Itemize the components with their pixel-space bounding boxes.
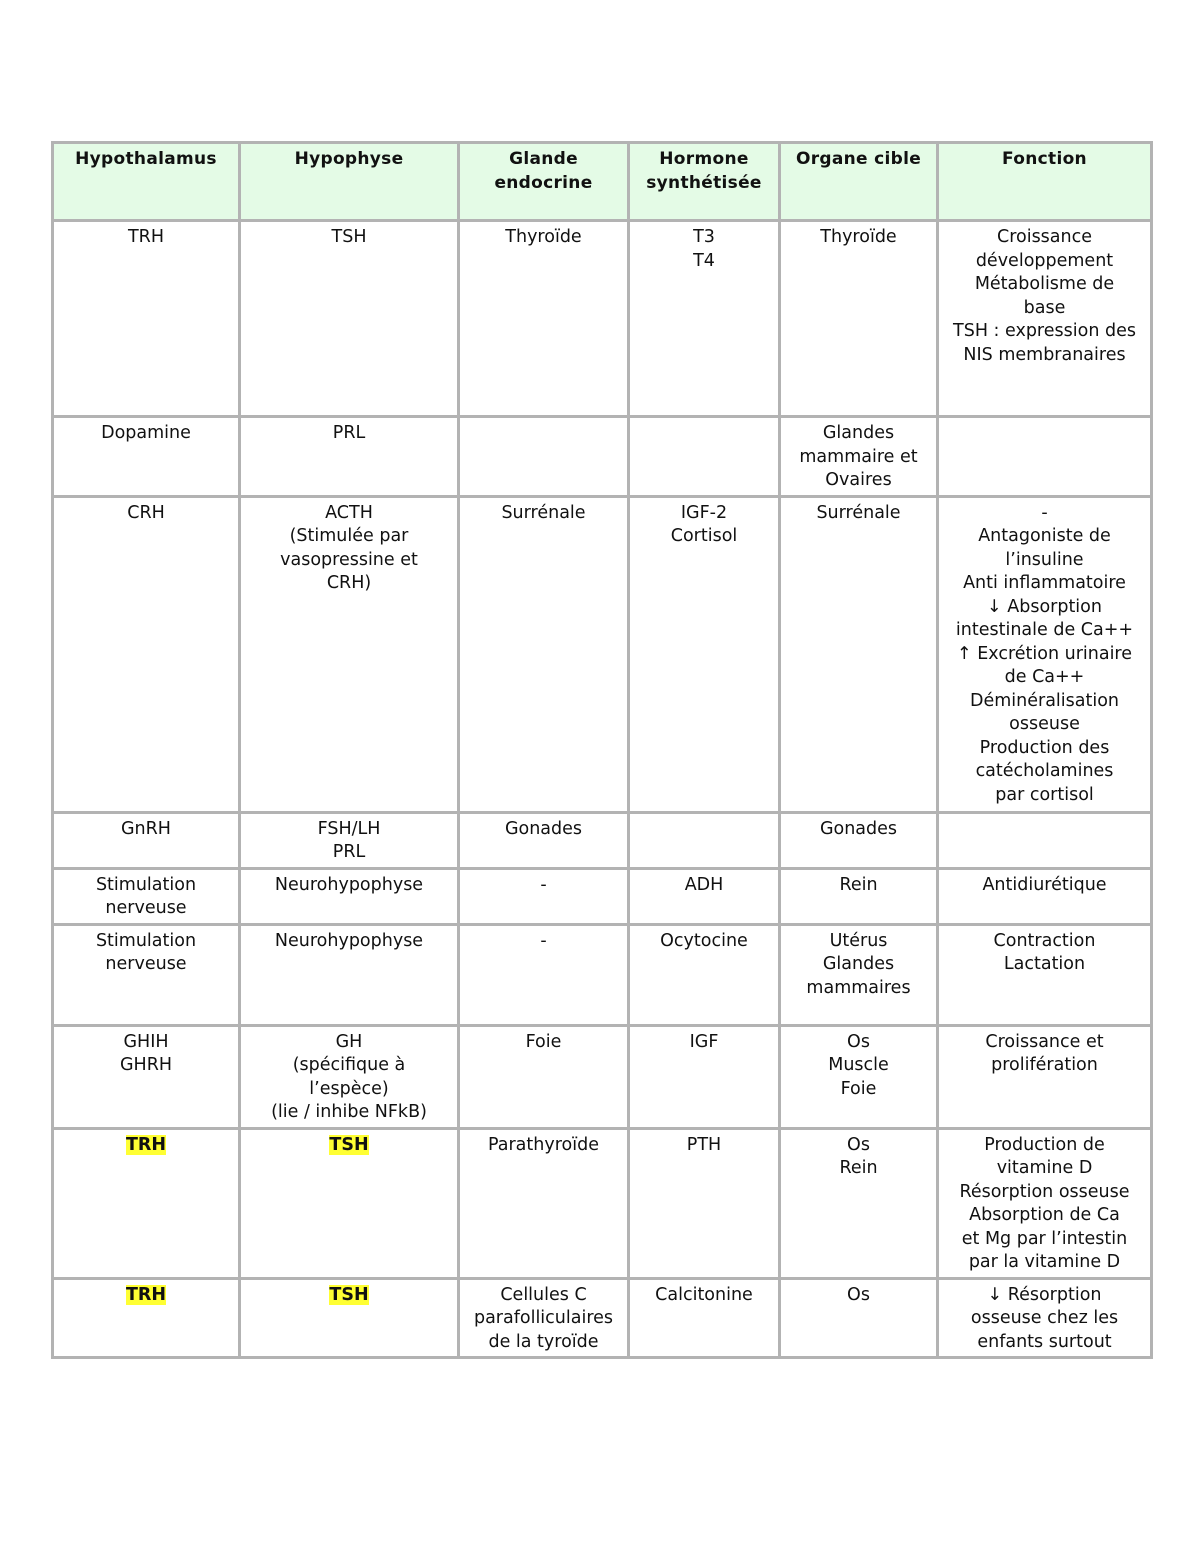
cell-text: NIS membranaires [963,344,1126,365]
cell-line [945,344,1144,368]
cell-text: TSH [331,227,367,247]
cell-line [636,874,772,898]
cell-text: Glandes [822,954,895,974]
cell-hypothalamus [53,1278,240,1358]
cell-line [945,1204,1144,1228]
cell-text: - [540,930,547,951]
cell-line [945,1054,1144,1078]
cell-glande [459,1128,629,1278]
cell-line [247,525,451,549]
cell-text: PRL [332,842,366,862]
cell-line [787,977,930,1001]
cell-text: FSH/LH [317,818,381,839]
cell-line [787,1078,930,1102]
cell-line [466,930,621,954]
cell-text: Foie [840,1078,877,1099]
cell-text: Rein [839,1158,878,1178]
cell-text: ADH [684,874,724,895]
cell-line [945,666,1144,690]
cell-line [787,818,930,842]
cell-line [945,1284,1144,1308]
cell-text: Utérus [829,930,888,951]
cell-line [466,226,621,250]
cell-organe [780,812,938,868]
cell-organe [780,924,938,1025]
cell-hypothalamus [53,868,240,924]
cell-hormone [629,1128,780,1278]
cell-text: ↓ Absorption [987,596,1102,617]
cell-line [945,1307,1144,1331]
cell-line [945,572,1144,596]
cell-fonction [938,221,1152,417]
cell-organe [780,1278,938,1358]
cell-text: Rein [839,874,878,895]
cell-text: Antidiurétique [982,874,1107,895]
cell-text: et Mg par l’intestin [961,1228,1128,1249]
cell-line [945,784,1144,808]
table-row [53,1278,1152,1358]
cell-text: Métabolisme de [974,274,1115,294]
cell-hypothalamus [53,417,240,497]
cell-text: - [540,874,547,895]
cell-text: Gonades [504,818,583,839]
cell-line [60,1284,232,1308]
cell-hormone [629,924,780,1025]
cell-line [247,226,451,250]
cell-text: Ovaires [825,470,892,490]
cell-hypothalamus [53,812,240,868]
cell-glande [459,417,629,497]
cell-line [636,1134,772,1158]
cell-text: de la tyroïde [488,1331,599,1352]
table-row [53,868,1152,924]
cell-text: CRH [127,502,165,523]
cell-hormone [629,812,780,868]
cell-glande [459,1278,629,1358]
cell-text: (lie / inhibe NFkB) [271,1102,427,1122]
cell-fonction [938,1025,1152,1128]
cell-text: Stimulation [95,874,197,895]
cell-text: ACTH [325,502,373,523]
cell-text: Calcitonine [655,1284,753,1305]
cell-text: Stimulation [95,930,197,951]
cell-fonction [938,417,1152,497]
cell-line [945,619,1144,643]
cell-line [60,930,232,954]
cell-text: IGF-2 [680,502,728,523]
cell-line [466,1307,621,1331]
cell-text: Déminéralisation [969,690,1119,711]
cell-line [945,953,1144,977]
cell-text: Résorption osseuse [959,1181,1130,1202]
cell-text: PRL [332,423,366,443]
cell-glande [459,496,629,812]
cell-line [945,525,1144,549]
cell-line [787,953,930,977]
cell-fonction [938,812,1152,868]
cell-line [787,422,930,446]
cell-line [945,1228,1144,1252]
cell-organe [780,868,938,924]
cell-text: nerveuse [105,898,187,918]
cell-text: Production des [979,737,1110,758]
cell-line [945,1157,1144,1181]
cell-text: Surrénale [816,502,901,523]
cell-text: TSH : expression des [953,321,1136,341]
cell-line [787,1054,930,1078]
cell-line [247,549,451,573]
cell-hormone [629,496,780,812]
cell-hypophyse [240,868,459,924]
cell-text: GHRH [119,1055,173,1075]
cell-hypothalamus [53,1128,240,1278]
cell-hormone [629,221,780,417]
cell-text: Foie [525,1031,562,1052]
cell-line [247,874,451,898]
cell-text: développement [975,250,1114,271]
cell-text: Absorption de Ca [969,1205,1120,1225]
cell-fonction [938,1278,1152,1358]
cell-line [247,422,451,446]
cell-line [945,320,1144,344]
cell-line [247,930,451,954]
cell-text: mammaire et [799,446,918,467]
cell-line [247,1078,451,1102]
cell-text: l’espèce) [309,1078,389,1099]
cell-hypophyse [240,924,459,1025]
cell-text: Production de [984,1134,1105,1155]
cell-line [466,1331,621,1355]
cell-text: Neurohypophyse [274,930,424,951]
table-row [53,496,1152,812]
cell-line [636,502,772,526]
cell-text: Lactation [1003,954,1086,974]
cell-line [787,930,930,954]
cell-line [787,1284,930,1308]
header-glande-endocrine: Glande endocrine [459,143,629,221]
cell-text: par cortisol [995,784,1094,805]
cell-text: TRH [125,1284,167,1305]
cell-glande [459,1025,629,1128]
cell-text: l’insuline [1005,549,1084,570]
cell-text: TSH [329,1284,369,1305]
cell-organe [780,417,938,497]
table-row [53,1128,1152,1278]
cell-text: Os [847,1284,870,1305]
cell-text: Croissance et [985,1031,1104,1052]
cell-text: GnRH [121,818,171,839]
cell-hormone [629,1025,780,1128]
cell-hypophyse [240,1278,459,1358]
cell-line [787,1157,930,1181]
cell-line [945,1331,1144,1355]
cell-line [60,1031,232,1055]
cell-line [247,1284,451,1308]
cell-hypophyse [240,1025,459,1128]
cell-hypothalamus [53,1025,240,1128]
cell-hypothalamus [53,924,240,1025]
cell-hypophyse [240,221,459,417]
cell-text: GH [335,1031,363,1052]
cell-text: (spécifique à [292,1055,406,1075]
cell-hypophyse [240,417,459,497]
cell-line [60,226,232,250]
cell-text: osseuse [1009,714,1080,734]
cell-line [945,1181,1144,1205]
cell-text: Gonades [819,818,898,839]
cell-organe [780,496,938,812]
cell-hormone [629,868,780,924]
cell-line [945,226,1144,250]
table-row [53,417,1152,497]
cell-line [60,502,232,526]
cell-text: T3 [693,227,715,247]
cell-fonction [938,868,1152,924]
cell-line [636,1031,772,1055]
cell-text: TRH [125,1134,167,1155]
cell-fonction [938,1128,1152,1278]
cell-hypophyse [240,1128,459,1278]
cell-glande [459,812,629,868]
cell-line [636,930,772,954]
cell-text: ↓ Résorption [987,1284,1102,1305]
cell-organe [780,1025,938,1128]
cell-line [787,469,930,493]
cell-line [247,818,451,842]
cell-glande [459,868,629,924]
header-organe-cible: Organe cible [780,143,938,221]
cell-line [247,1134,451,1158]
cell-line [787,874,930,898]
cell-line [787,226,930,250]
cell-line [945,737,1144,761]
cell-hormone [629,417,780,497]
cell-line [945,690,1144,714]
cell-text: parafolliculaires [473,1308,614,1328]
cell-text: prolifération [991,1055,1098,1075]
table-row [53,221,1152,417]
cell-hypophyse [240,496,459,812]
cell-hypophyse [240,812,459,868]
cell-line [466,874,621,898]
cell-text: Contraction [993,930,1096,951]
cell-line [787,1134,930,1158]
cell-line [636,525,772,549]
cell-line [945,549,1144,573]
cell-line [60,874,232,898]
cell-line [945,874,1144,898]
cell-line [247,841,451,865]
cell-text: Anti inflammatoire [963,573,1126,593]
cell-text: Cellules C [500,1284,587,1305]
cell-text: Ocytocine [660,930,748,951]
cell-text: Parathyroïde [488,1134,599,1155]
cell-text: Neurohypophyse [274,874,424,895]
cell-line [945,930,1144,954]
cell-text: Thyroïde [820,227,897,247]
header-hormone-synthetisee: Hormone synthétisée [629,143,780,221]
cell-hypothalamus [53,221,240,417]
cell-line [945,596,1144,620]
cell-text: IGF [689,1031,719,1052]
cell-line [60,953,232,977]
cell-hormone [629,1278,780,1358]
cell-line [945,1134,1144,1158]
cell-line [787,502,930,526]
cell-text: ↑ Excrétion urinaire [956,643,1133,664]
cell-text: Os [847,1134,870,1155]
cell-organe [780,1128,938,1278]
cell-line [466,1031,621,1055]
cell-text: Glandes [822,423,895,443]
cell-line [60,1134,232,1158]
cell-text: PTH [686,1134,722,1155]
cell-text: Dopamine [101,423,191,443]
cell-line [945,1251,1144,1275]
cell-line [247,1101,451,1125]
cell-line [247,572,451,596]
cell-text: par la vitamine D [968,1252,1121,1272]
cell-glande [459,221,629,417]
header-fonction: Fonction [938,143,1152,221]
cell-glande [459,924,629,1025]
cell-hypothalamus [53,496,240,812]
cell-line [60,1054,232,1078]
cell-line [247,502,451,526]
table-row [53,924,1152,1025]
cell-text: Surrénale [501,502,586,523]
cell-line [787,446,930,470]
cell-line [60,422,232,446]
cell-line [945,1031,1144,1055]
cell-line [466,1284,621,1308]
cell-line [636,226,772,250]
table-row [53,1025,1152,1128]
cell-text: CRH) [326,573,372,593]
cell-line [945,713,1144,737]
cell-line [636,250,772,274]
cell-text: mammaires [806,977,911,998]
cell-text: Croissance [996,227,1093,247]
cell-line [945,760,1144,784]
cell-line [787,1031,930,1055]
cell-text: nerveuse [105,954,187,974]
cell-line [60,897,232,921]
cell-line [247,1031,451,1055]
cell-text: Antagoniste de [978,526,1111,546]
cell-fonction [938,496,1152,812]
cell-line [60,818,232,842]
cell-line [466,818,621,842]
cell-text: GHIH [123,1031,169,1052]
cell-text: Cortisol [670,526,738,546]
cell-text: base [1023,297,1066,318]
cell-line [945,502,1144,526]
cell-line [945,297,1144,321]
table-row [53,812,1152,868]
cell-organe [780,221,938,417]
cell-text: vitamine D [996,1158,1093,1178]
cell-line [466,502,621,526]
cell-line [945,643,1144,667]
cell-text: Os [847,1031,870,1052]
cell-text: (Stimulée par [289,526,409,546]
cell-text: Thyroïde [505,227,582,247]
cell-text: TRH [127,227,164,247]
cell-line [247,1054,451,1078]
cell-line [466,1134,621,1158]
cell-text: intestinale de Ca++ [955,620,1134,640]
cell-text: - [1041,502,1048,523]
cell-line [945,250,1144,274]
cell-text: de Ca++ [1004,667,1085,687]
header-hypothalamus: Hypothalamus [53,143,240,221]
cell-fonction [938,924,1152,1025]
cell-text: vasopressine et [280,549,418,570]
header-row [53,143,1152,221]
cell-text: catécholamines [975,761,1114,781]
cell-line [945,273,1144,297]
cell-line [636,1284,772,1308]
cell-text: T4 [693,250,715,271]
hormone-table [51,141,1153,1359]
cell-text: TSH [329,1134,369,1155]
cell-text: enfants surtout [977,1331,1112,1352]
cell-text: osseuse chez les [970,1308,1119,1328]
cell-text: Muscle [828,1055,889,1075]
header-hypophyse: Hypophyse [240,143,459,221]
